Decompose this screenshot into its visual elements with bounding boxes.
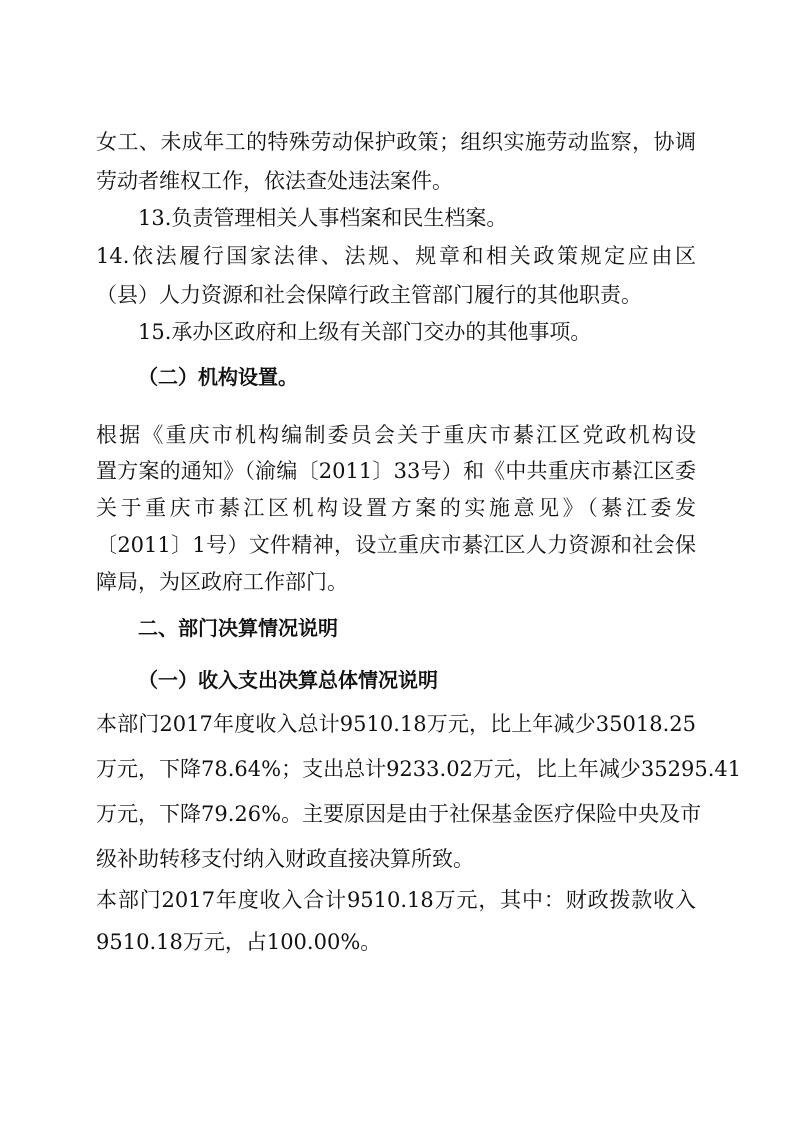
subsection-heading: （一）收入支出决算总体情况说明 — [138, 668, 438, 692]
body-text-line: 根据《重庆市机构编制委员会关于重庆市綦江区党政机构设 — [96, 423, 696, 447]
body-text-line: （县）人力资源和社会保障行政主管部门履行的其他职责。 — [96, 283, 642, 307]
body-text-line: 万元，下降79.26%。主要原因是由于社保基金医疗保险中央及市 — [96, 802, 702, 826]
body-text-line: 级补助转移支付纳入财政直接决算所致。 — [96, 847, 474, 871]
list-item-13: 13.负责管理相关人事档案和民生档案。 — [138, 206, 508, 230]
body-text-line: 万元，下降78.64%；支出总计9233.02万元，比上年减少35295.41 — [96, 757, 742, 781]
body-text-line: 置方案的通知》（渝编〔2011〕33号）和《中共重庆市綦江区委 — [96, 459, 696, 483]
body-text-line: 本部门2017年度收入合计9510.18万元，其中：财政拨款收入 — [96, 888, 696, 912]
body-text-line: 劳动者维权工作，依法查处违法案件。 — [96, 169, 453, 193]
body-text-line: 女工、未成年工的特殊劳动保护政策；组织实施劳动监察，协调 — [96, 130, 696, 154]
body-text-line: 〔2011〕1号）文件精神，设立重庆市綦江区人力资源和社会保 — [96, 533, 696, 557]
section-heading-org: （二）机构设置。 — [138, 365, 298, 389]
section-heading-2: 二、部门决算情况说明 — [138, 616, 338, 640]
body-text-line: 障局，为区政府工作部门。 — [96, 570, 348, 594]
body-text-line: 9510.18万元，占100.00%。 — [96, 930, 382, 954]
list-item-15: 15.承办区政府和上级有关部门交办的其他事项。 — [138, 320, 592, 344]
body-text-line: 关于重庆市綦江区机构设置方案的实施意见》（綦江委发 — [96, 496, 696, 520]
body-text-line: 本部门2017年度收入总计9510.18万元，比上年减少35018.25 — [96, 712, 696, 736]
list-item-14: 14.依法履行国家法律、法规、规章和相关政策规定应由区 — [96, 244, 696, 268]
